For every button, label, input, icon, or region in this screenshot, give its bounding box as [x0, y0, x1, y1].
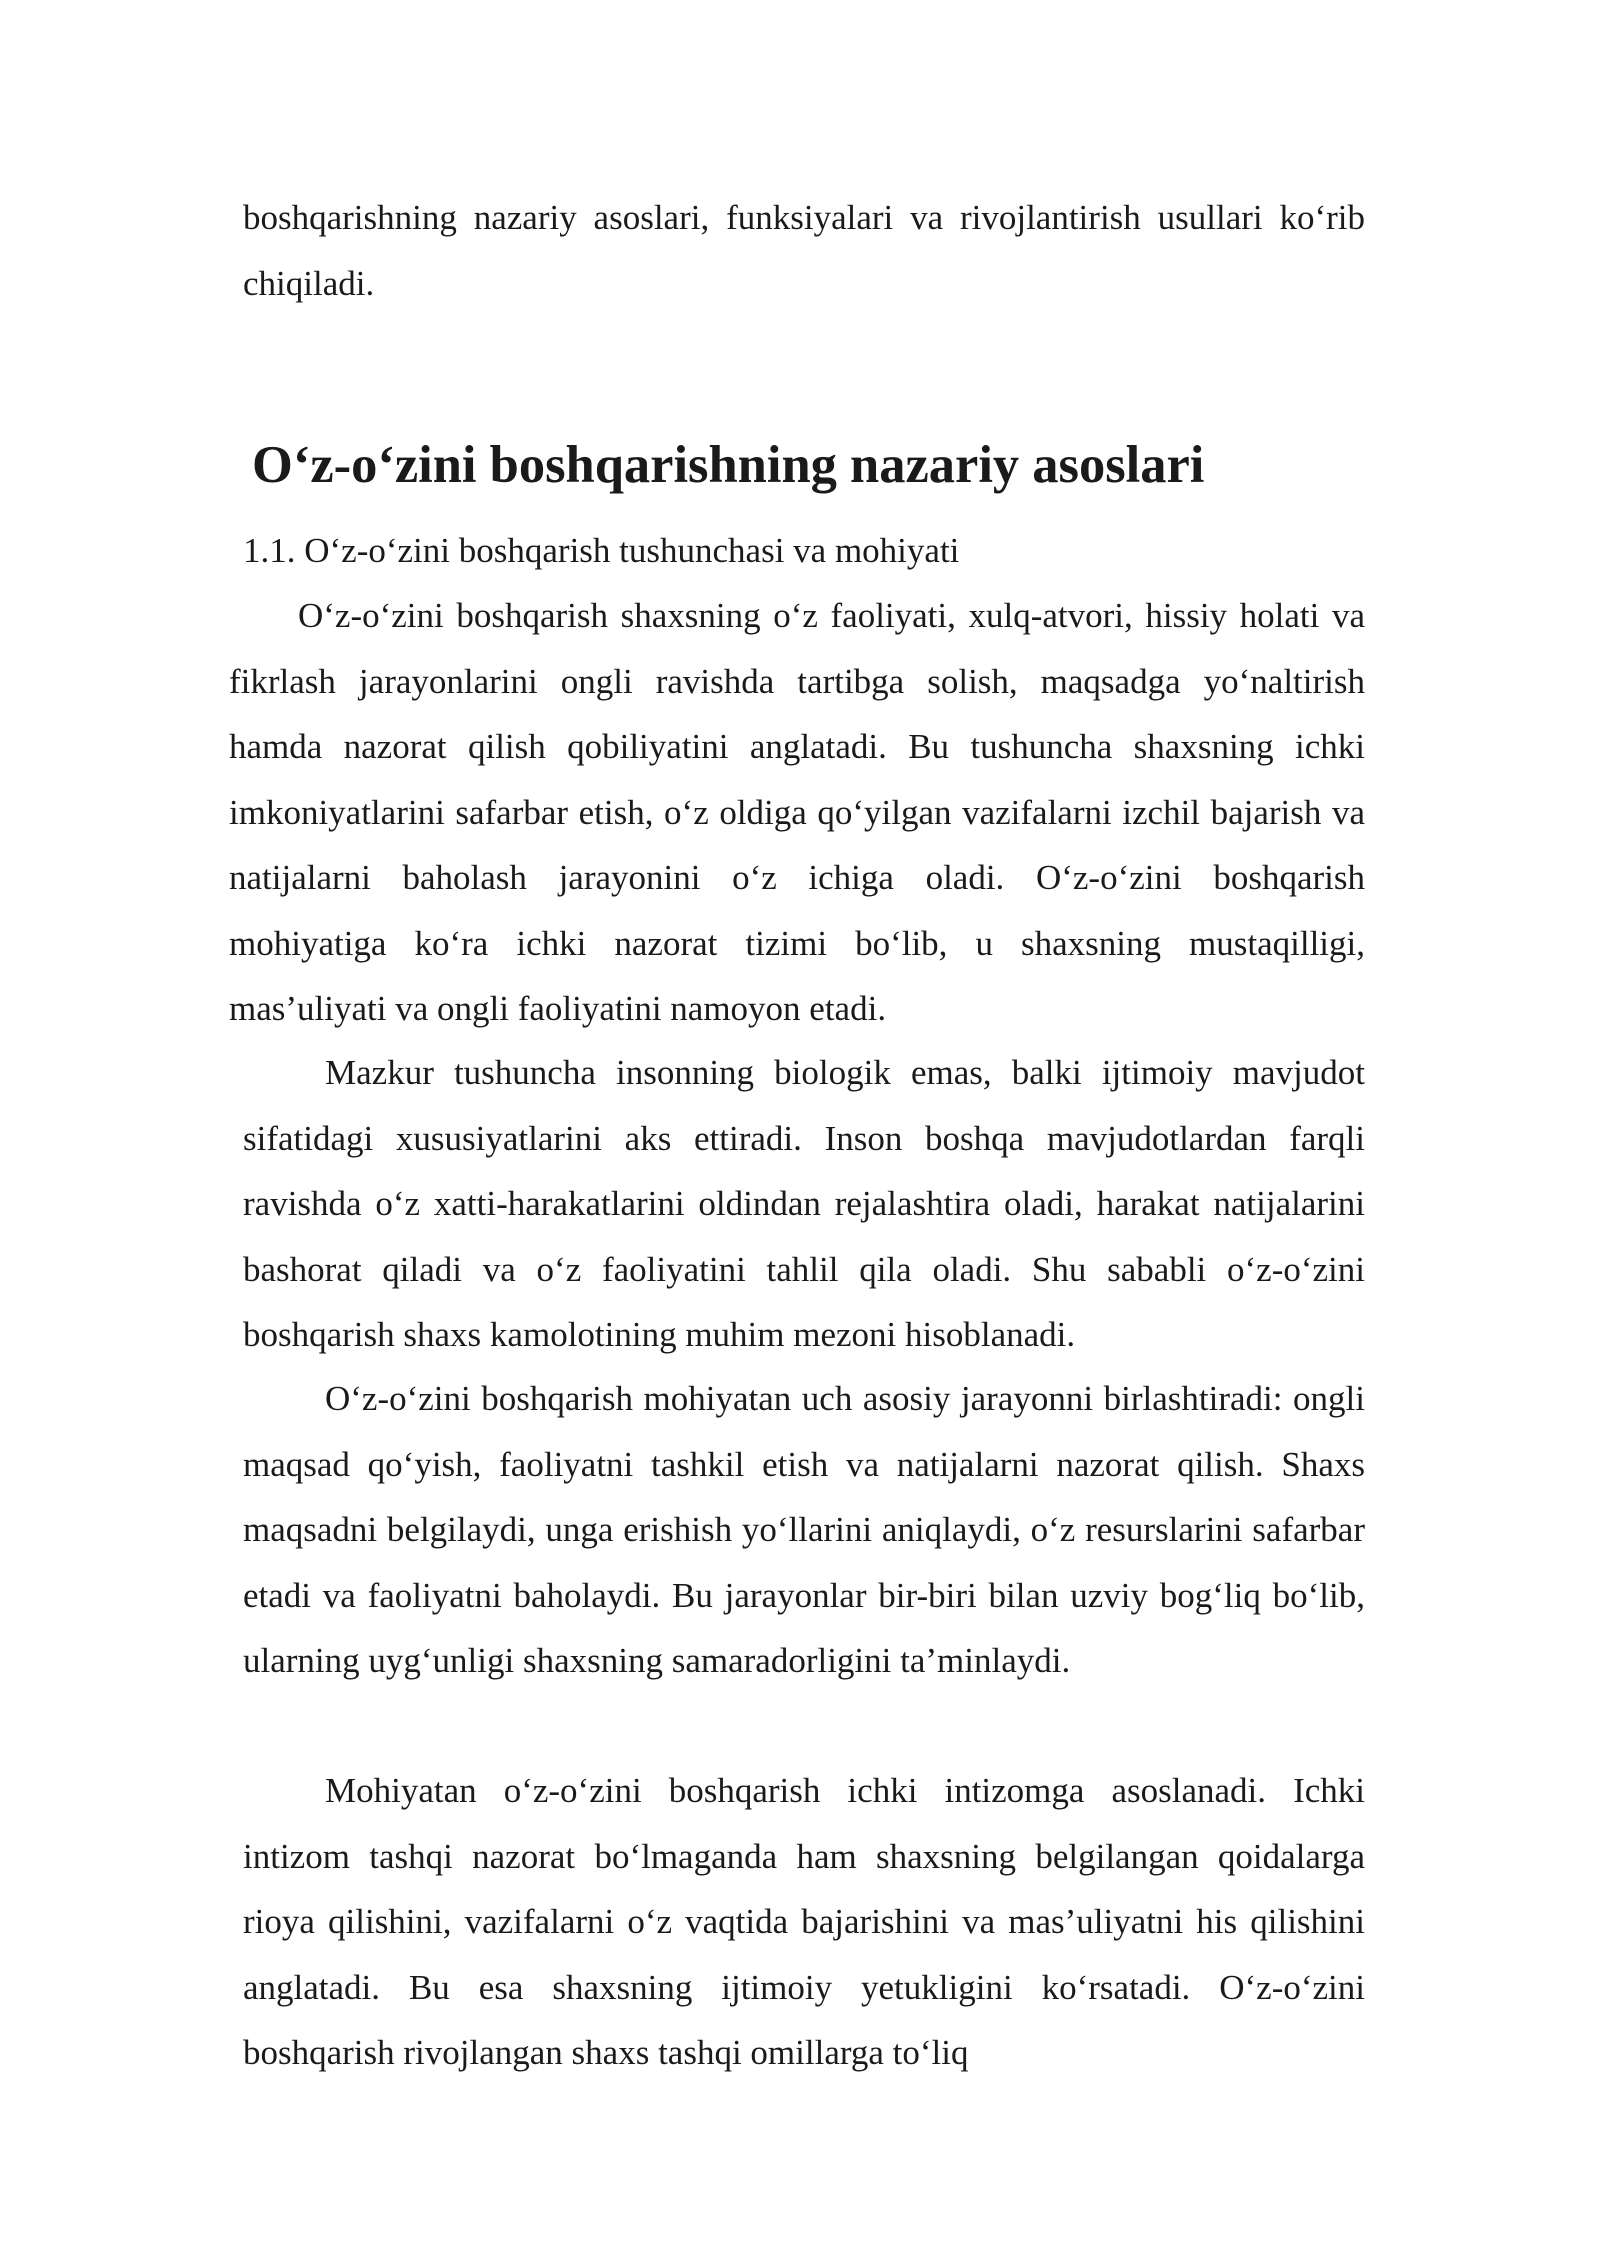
body-paragraph-4: Mohiyatan o‘z-o‘zini boshqarish ichki intizomga asoslanadi. Ichki intizom tashqi nazorat bo‘lmaganda ham shaxsning belgilangan qoidalarga rioya qilishini, vazifalarni o‘z vaqtida bajarishini va mas’uliyatni his qilishini anglatadi. Bu esa shaxsning ijtimoiy yetukligini ko‘rsatadi. O‘z-o‘zini boshqarish rivojlangan shaxs tashqi omillarga to‘liq [243, 1771, 1365, 2072]
section-heading: O‘z-o‘zini boshqarishning nazariy asoslari [252, 436, 1205, 494]
body-paragraph-3: O‘z-o‘zini boshqarish mohiyatan uch asosiy jarayonni birlashtiradi: ongli maqsad qo‘yish, faoliyatni tashkil etish va natijalarni nazorat qilish. Shaxs maqsadni belgilaydi, unga erishish yo‘llarini aniqlaydi, o‘z resurslarini safarbar etadi va faoliyatni baholaydi. Bu jarayonlar bir-biri bilan uzviy bog‘liq bo‘lib, ularning uyg‘unligi shaxsning samaradorligini ta’minlaydi. [243, 1379, 1365, 1680]
body-paragraph-1: O‘z-o‘zini boshqarish shaxsning o‘z faoliyati, xulq-atvori, hissiy holati va fikrlash jarayonlarini ongli ravishda tartibga solish, maqsadga yo‘naltirish hamda nazorat qilish qobiliyatini anglatadi. Bu tushuncha shaxsning ichki imkoniyatlarini safarbar etish, o‘z oldiga qo‘yilgan vazifalarni izchil bajarish va natijalarni baholash jarayonini o‘z ichiga oladi. O‘z-o‘zini boshqarish mohiyatiga ko‘ra ichki nazorat tizimi bo‘lib, u shaxsning mustaqilligi, mas’uliyati va ongli faoliyatini namoyon etadi. [229, 596, 1365, 1028]
subsection-heading: 1.1. O‘z-o‘zini boshqarish tushunchasi va mohiyati [243, 531, 960, 570]
intro-paragraph: boshqarishning nazariy asoslari, funksiyalari va rivojlantirish usullari ko‘rib chiqiladi. [243, 198, 1365, 303]
body-paragraph-2: Mazkur tushuncha insonning biologik emas, balki ijtimoiy mavjudot sifatidagi xususiyatlarini aks ettiradi. Inson boshqa mavjudotlardan farqli ravishda o‘z xatti-harakatlarini oldindan rejalashtira oladi, harakat natijalarini bashorat qiladi va o‘z faoliyatini tahlil qila oladi. Shu sababli o‘z-o‘zini boshqarish shaxs kamolotining muhim mezoni hisoblanadi. [243, 1053, 1365, 1354]
